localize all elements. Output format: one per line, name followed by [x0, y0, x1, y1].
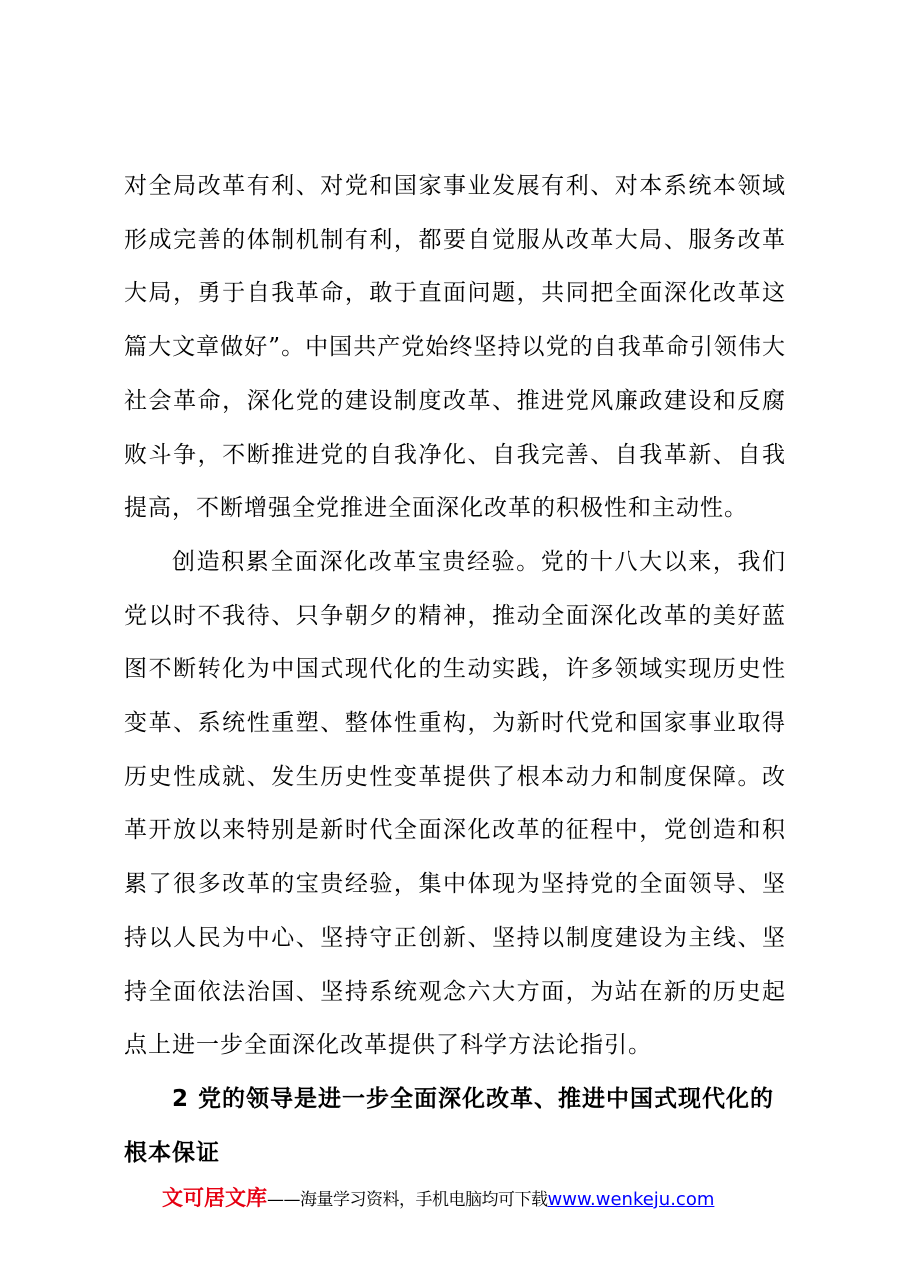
- paragraph-reform-experience: 创造积累全面深化改革宝贵经验。党的十八大以来，我们党以时不我待、只争朝夕的精神，推动全面深化改革的美好蓝图不断转化为中国式现代化的生动实践，许多领域实现历史性变革、系统性重塑、整体性重构，为新时代党和国家事业取得历史性成就、发生历史性变革提供了根本动力和制度保障。改革开放以来特别是新时代全面深化改革的征程中，党创造和积累了很多改革的宝贵经验，集中体现为坚持党的全面领导、坚持以人民为中心、坚持守正创新、坚持以制度建设为主线、坚持全面依法治国、坚持系统观念六大方面，为站在新的历史起点上进一步全面深化改革提供了科学方法论指引。: [124, 548, 786, 1059]
- footer-slogan: ——海量学习资料，手机电脑均可下载: [267, 1190, 548, 1210]
- section-heading: 2 党的领导是进一步全面深化改革、推进中国式现代化的根本保证: [124, 1085, 775, 1166]
- footer-url-link[interactable]: www.wenkeju.com: [547, 1189, 715, 1210]
- footer-brand: 文可居文库: [162, 1186, 267, 1210]
- document-body: [124, 160, 786, 1180]
- footer-banner: [162, 1182, 862, 1214]
- paragraph-continuation: 对全局改革有利、对党和国家事业发展有利、对本系统本领域形成完善的体制机制有利，都要自觉服从改革大局、服务改革大局，勇于自我革命，敢于直面问题，共同把全面深化改革这篇大文章做好”。中国共产党始终坚持以党的自我革命引领伟大社会革命，深化党的建设制度改革、推进党风廉政建设和反腐败斗争，不断推进党的自我净化、自我完善、自我革新、自我提高，不断增强全党推进全面深化改革的积极性和主动性。: [124, 173, 786, 522]
